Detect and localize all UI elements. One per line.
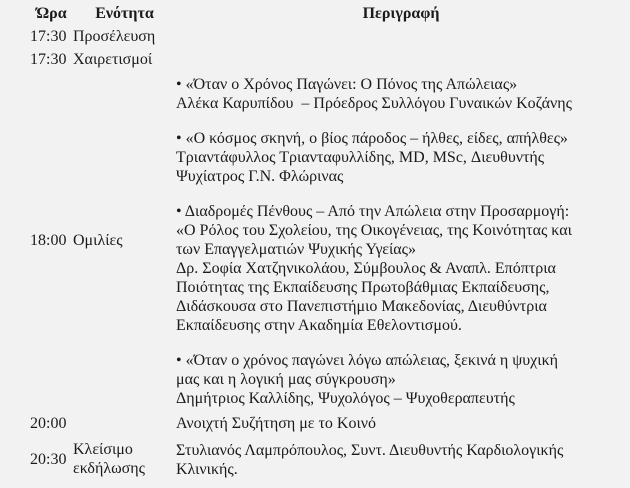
talk-speaker-line: Αλέκα Καρυπίδου – Πρόεδρος Συλλόγου Γυναικών Κοζάνης bbox=[176, 95, 572, 112]
talk-speaker-line: Δημήτριος Καλλίδης, Ψυχολόγος – Ψυχοθεραπευτής bbox=[176, 390, 515, 407]
section-cell bbox=[73, 412, 176, 439]
description-line: Στυλιανός Λαμπρόπουλος, Συντ. Διευθυντής Καρδιολογικής bbox=[176, 442, 564, 459]
description-cell bbox=[176, 412, 626, 439]
talk-item bbox=[176, 129, 626, 186]
description-cell bbox=[176, 27, 626, 50]
event-agenda-table bbox=[30, 4, 626, 483]
time-cell: 17:30 bbox=[30, 28, 67, 45]
table-row-arrival bbox=[30, 27, 626, 50]
section-cell: Προσέλευση bbox=[73, 28, 156, 45]
talk-item bbox=[176, 351, 626, 408]
table-row-closing bbox=[30, 439, 626, 483]
time-cell: 17:30 bbox=[30, 51, 67, 68]
section-cell: Χαιρετισμοί bbox=[73, 51, 153, 68]
talk-title-line: • «Όταν ο Χρόνος Παγώνει: Ο Πόνος της Απώλειας» bbox=[176, 76, 518, 93]
talk-speaker-line: Ψυχίατρος Γ.Ν. Φλώρινας bbox=[176, 168, 344, 185]
header-time: Ώρα bbox=[36, 5, 67, 22]
talk-speaker-line: Ποιότητας της Εκπαίδευσης Πρωτοβάθμιας Εκπαίδευσης, bbox=[176, 279, 550, 296]
section-cell: Κλείσιμο εκδήλωσης bbox=[73, 441, 145, 477]
description-cell bbox=[176, 439, 626, 483]
talk-title-line: • «Όταν ο χρόνος παγώνει λόγω απώλειας, ξεκινά η ψυχική bbox=[176, 352, 559, 369]
talk-speaker-line: Εκπαίδευσης στην Ακαδημία Εθελοντισμού. bbox=[176, 317, 462, 334]
talk-speaker-line: Διδάσκουσα στο Πανεπιστήμιο Μακεδονίας, Διευθύντρια bbox=[176, 298, 547, 315]
talk-title-line: • «Ο κόσμος σκηνή, ο βίος πάροδος – ήλθες, είδες, απήλθες» bbox=[176, 130, 568, 147]
talk-speaker-line: Δρ. Σοφία Χατζηνικολάου, Σύμβουλος & Αναπλ. Επόπτρια bbox=[176, 260, 556, 277]
time-cell: 20:00 bbox=[30, 415, 67, 432]
header-section: Ενότητα bbox=[95, 5, 154, 22]
table-row-greetings bbox=[30, 50, 626, 73]
time-cell: 20:30 bbox=[30, 450, 67, 468]
table-row-open-discussion bbox=[30, 412, 626, 439]
talk-title-line: • Διαδρομές Πένθους – Από την Απώλεια στην Προσαρμογή: bbox=[176, 203, 570, 220]
talk-speaker-line: Τριαντάφυλλος Τριανταφυλλίδης, MD, MSc, Διευθυντής bbox=[176, 149, 545, 166]
section-cell: Ομιλίες bbox=[73, 232, 123, 249]
header-description: Περιγραφή bbox=[362, 5, 440, 22]
description-cell bbox=[176, 73, 626, 412]
talk-title-line: «Ο Ρόλος του Σχολείου, της Οικογένειας, της Κοινότητας και bbox=[176, 222, 572, 239]
description-line: Κλινικής. bbox=[176, 461, 238, 478]
description-line: Ανοιχτή Συζήτηση με το Κοινό bbox=[176, 415, 377, 432]
table-row-talks bbox=[30, 73, 626, 412]
talk-item bbox=[176, 75, 626, 113]
description-cell bbox=[176, 50, 626, 73]
talk-title-line: των Επαγγελματιών Ψυχικής Υγείας» bbox=[176, 241, 417, 258]
talk-item bbox=[176, 202, 626, 335]
header-row bbox=[30, 4, 626, 27]
talk-title-line: μας και η λογική μας σύγκρουση» bbox=[176, 371, 396, 388]
time-cell: 18:00 bbox=[30, 232, 67, 249]
